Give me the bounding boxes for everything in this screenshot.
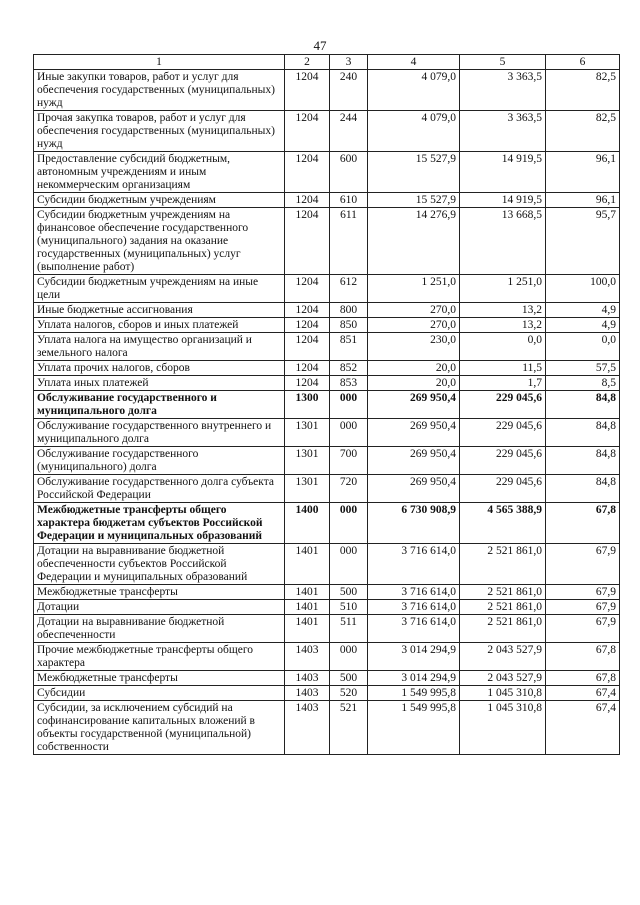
row-expense-kind: 511: [330, 615, 368, 643]
row-section-code: 1400: [285, 503, 330, 544]
row-plan-value: 1 549 995,8: [368, 701, 460, 755]
row-percent: 67,4: [546, 686, 620, 701]
row-percent: 8,5: [546, 376, 620, 391]
row-fact-value: 13 668,5: [460, 208, 546, 275]
row-fact-value: 2 521 861,0: [460, 544, 546, 585]
table-row: [34, 152, 620, 193]
row-name: Обслуживание государственного долга субъекта Российской Федерации: [34, 475, 285, 503]
row-percent: 57,5: [546, 361, 620, 376]
row-name: Субсидии бюджетным учреждениям на финансовое обеспечение государственного (муниципального) задания на оказание государственных (муниципальных) услуг (выполнение работ): [34, 208, 285, 275]
row-expense-kind: 521: [330, 701, 368, 755]
row-fact-value: 2 043 527,9: [460, 671, 546, 686]
row-fact-value: 4 565 388,9: [460, 503, 546, 544]
row-fact-value: 1 045 310,8: [460, 701, 546, 755]
row-plan-value: 6 730 908,9: [368, 503, 460, 544]
table-row: [34, 544, 620, 585]
row-fact-value: 229 045,6: [460, 447, 546, 475]
row-expense-kind: 720: [330, 475, 368, 503]
row-section-code: 1403: [285, 701, 330, 755]
row-name: Обслуживание государственного внутреннего и муниципального долга: [34, 419, 285, 447]
row-name: Обслуживание государственного (муниципального) долга: [34, 447, 285, 475]
row-percent: 67,8: [546, 671, 620, 686]
column-header: 4: [368, 55, 460, 70]
table-row: [34, 686, 620, 701]
row-section-code: 1403: [285, 671, 330, 686]
row-expense-kind: 600: [330, 152, 368, 193]
row-percent: 95,7: [546, 208, 620, 275]
column-header: 1: [34, 55, 285, 70]
column-header: 3: [330, 55, 368, 70]
row-section-code: 1204: [285, 111, 330, 152]
row-section-code: 1204: [285, 333, 330, 361]
row-expense-kind: 610: [330, 193, 368, 208]
row-expense-kind: 000: [330, 503, 368, 544]
row-expense-kind: 000: [330, 391, 368, 419]
row-section-code: 1204: [285, 376, 330, 391]
row-plan-value: 3 014 294,9: [368, 643, 460, 671]
row-section-code: 1401: [285, 585, 330, 600]
row-plan-value: 270,0: [368, 303, 460, 318]
row-name: Предоставление субсидий бюджетным, автономным учреждениям и иным некоммерческим организациям: [34, 152, 285, 193]
table-body: [34, 70, 620, 755]
row-expense-kind: 853: [330, 376, 368, 391]
row-plan-value: 3 716 614,0: [368, 544, 460, 585]
row-fact-value: 14 919,5: [460, 193, 546, 208]
table-row: [34, 615, 620, 643]
row-plan-value: 269 950,4: [368, 475, 460, 503]
column-header: 2: [285, 55, 330, 70]
row-name: Уплата прочих налогов, сборов: [34, 361, 285, 376]
row-percent: 67,8: [546, 643, 620, 671]
row-fact-value: 2 043 527,9: [460, 643, 546, 671]
table-row: [34, 208, 620, 275]
row-section-code: 1301: [285, 475, 330, 503]
row-section-code: 1204: [285, 275, 330, 303]
row-section-code: 1204: [285, 303, 330, 318]
row-expense-kind: 244: [330, 111, 368, 152]
row-expense-kind: 000: [330, 544, 368, 585]
row-section-code: 1204: [285, 361, 330, 376]
row-plan-value: 269 950,4: [368, 419, 460, 447]
row-plan-value: 270,0: [368, 318, 460, 333]
row-percent: 96,1: [546, 193, 620, 208]
row-name: Межбюджетные трансферты общего характера бюджетам субъектов Российской Федерации и муниципальных образований: [34, 503, 285, 544]
column-header: 6: [546, 55, 620, 70]
table-row: [34, 275, 620, 303]
row-plan-value: 15 527,9: [368, 193, 460, 208]
table-row: [34, 701, 620, 755]
row-percent: 100,0: [546, 275, 620, 303]
row-section-code: 1301: [285, 419, 330, 447]
table-row: [34, 503, 620, 544]
row-section-code: 1204: [285, 193, 330, 208]
row-section-code: 1301: [285, 447, 330, 475]
row-expense-kind: 520: [330, 686, 368, 701]
table-row: [34, 643, 620, 671]
row-fact-value: 0,0: [460, 333, 546, 361]
row-expense-kind: 700: [330, 447, 368, 475]
row-percent: 4,9: [546, 318, 620, 333]
table-row: [34, 193, 620, 208]
row-expense-kind: 510: [330, 600, 368, 615]
row-fact-value: 1,7: [460, 376, 546, 391]
row-expense-kind: 851: [330, 333, 368, 361]
row-plan-value: 269 950,4: [368, 391, 460, 419]
row-fact-value: 13,2: [460, 303, 546, 318]
row-name: Субсидии, за исключением субсидий на софинансирование капитальных вложений в объекты государственной (муниципальной) собственности: [34, 701, 285, 755]
table-row: [34, 475, 620, 503]
row-plan-value: 15 527,9: [368, 152, 460, 193]
row-name: Субсидии: [34, 686, 285, 701]
row-percent: 84,8: [546, 391, 620, 419]
row-section-code: 1401: [285, 600, 330, 615]
row-fact-value: 1 251,0: [460, 275, 546, 303]
row-fact-value: 1 045 310,8: [460, 686, 546, 701]
table-row: [34, 361, 620, 376]
row-percent: 0,0: [546, 333, 620, 361]
row-section-code: 1204: [285, 318, 330, 333]
table-row: [34, 70, 620, 111]
row-name: Дотации на выравнивание бюджетной обеспеченности: [34, 615, 285, 643]
row-name: Уплата налога на имущество организаций и земельного налога: [34, 333, 285, 361]
row-fact-value: 2 521 861,0: [460, 585, 546, 600]
row-plan-value: 4 079,0: [368, 70, 460, 111]
row-plan-value: 20,0: [368, 376, 460, 391]
table-row: [34, 303, 620, 318]
row-name: Субсидии бюджетным учреждениям: [34, 193, 285, 208]
row-percent: 84,8: [546, 447, 620, 475]
table-row: [34, 391, 620, 419]
row-percent: 67,9: [546, 600, 620, 615]
row-expense-kind: 000: [330, 419, 368, 447]
row-expense-kind: 852: [330, 361, 368, 376]
row-name: Прочая закупка товаров, работ и услуг для обеспечения государственных (муниципальных) нужд: [34, 111, 285, 152]
row-plan-value: 230,0: [368, 333, 460, 361]
row-fact-value: 13,2: [460, 318, 546, 333]
row-fact-value: 229 045,6: [460, 419, 546, 447]
column-header: 5: [460, 55, 546, 70]
budget-table: [33, 54, 620, 755]
row-plan-value: 3 716 614,0: [368, 585, 460, 600]
table-row: [34, 111, 620, 152]
row-name: Иные бюджетные ассигнования: [34, 303, 285, 318]
row-expense-kind: 000: [330, 643, 368, 671]
row-plan-value: 1 549 995,8: [368, 686, 460, 701]
row-percent: 82,5: [546, 111, 620, 152]
row-percent: 84,8: [546, 475, 620, 503]
row-fact-value: 11,5: [460, 361, 546, 376]
row-name: Межбюджетные трансферты: [34, 585, 285, 600]
row-fact-value: 2 521 861,0: [460, 600, 546, 615]
row-name: Обслуживание государственного и муниципального долга: [34, 391, 285, 419]
row-percent: 67,8: [546, 503, 620, 544]
table-row: [34, 600, 620, 615]
row-plan-value: 1 251,0: [368, 275, 460, 303]
row-expense-kind: 500: [330, 671, 368, 686]
table-row: [34, 447, 620, 475]
table-row: [34, 333, 620, 361]
row-fact-value: 229 045,6: [460, 475, 546, 503]
table-row: [34, 419, 620, 447]
row-fact-value: 3 363,5: [460, 70, 546, 111]
row-section-code: 1204: [285, 70, 330, 111]
row-section-code: 1300: [285, 391, 330, 419]
row-expense-kind: 611: [330, 208, 368, 275]
row-fact-value: 2 521 861,0: [460, 615, 546, 643]
row-fact-value: 229 045,6: [460, 391, 546, 419]
row-expense-kind: 240: [330, 70, 368, 111]
row-fact-value: 14 919,5: [460, 152, 546, 193]
row-plan-value: 20,0: [368, 361, 460, 376]
row-expense-kind: 612: [330, 275, 368, 303]
row-fact-value: 3 363,5: [460, 111, 546, 152]
row-percent: 67,4: [546, 701, 620, 755]
row-section-code: 1403: [285, 686, 330, 701]
table-header-row: [34, 55, 620, 70]
row-section-code: 1204: [285, 208, 330, 275]
row-percent: 67,9: [546, 585, 620, 600]
row-name: Уплата налогов, сборов и иных платежей: [34, 318, 285, 333]
row-plan-value: 14 276,9: [368, 208, 460, 275]
row-percent: 82,5: [546, 70, 620, 111]
row-plan-value: 3 014 294,9: [368, 671, 460, 686]
row-percent: 96,1: [546, 152, 620, 193]
row-section-code: 1204: [285, 152, 330, 193]
row-plan-value: 269 950,4: [368, 447, 460, 475]
row-percent: 67,9: [546, 544, 620, 585]
row-section-code: 1401: [285, 544, 330, 585]
row-plan-value: 3 716 614,0: [368, 615, 460, 643]
row-name: Прочие межбюджетные трансферты общего характера: [34, 643, 285, 671]
row-name: Межбюджетные трансферты: [34, 671, 285, 686]
table-row: [34, 585, 620, 600]
row-name: Субсидии бюджетным учреждениям на иные цели: [34, 275, 285, 303]
row-expense-kind: 800: [330, 303, 368, 318]
table-row: [34, 376, 620, 391]
row-expense-kind: 500: [330, 585, 368, 600]
table-row: [34, 671, 620, 686]
row-name: Уплата иных платежей: [34, 376, 285, 391]
row-expense-kind: 850: [330, 318, 368, 333]
row-section-code: 1401: [285, 615, 330, 643]
row-name: Дотации на выравнивание бюджетной обеспеченности субъектов Российской Федерации и муниципальных образований: [34, 544, 285, 585]
row-plan-value: 3 716 614,0: [368, 600, 460, 615]
row-percent: 4,9: [546, 303, 620, 318]
row-percent: 67,9: [546, 615, 620, 643]
row-plan-value: 4 079,0: [368, 111, 460, 152]
row-percent: 84,8: [546, 419, 620, 447]
row-name: Иные закупки товаров, работ и услуг для обеспечения государственных (муниципальных) нужд: [34, 70, 285, 111]
page-number: 47: [313, 38, 327, 53]
row-section-code: 1403: [285, 643, 330, 671]
row-name: Дотации: [34, 600, 285, 615]
table-row: [34, 318, 620, 333]
